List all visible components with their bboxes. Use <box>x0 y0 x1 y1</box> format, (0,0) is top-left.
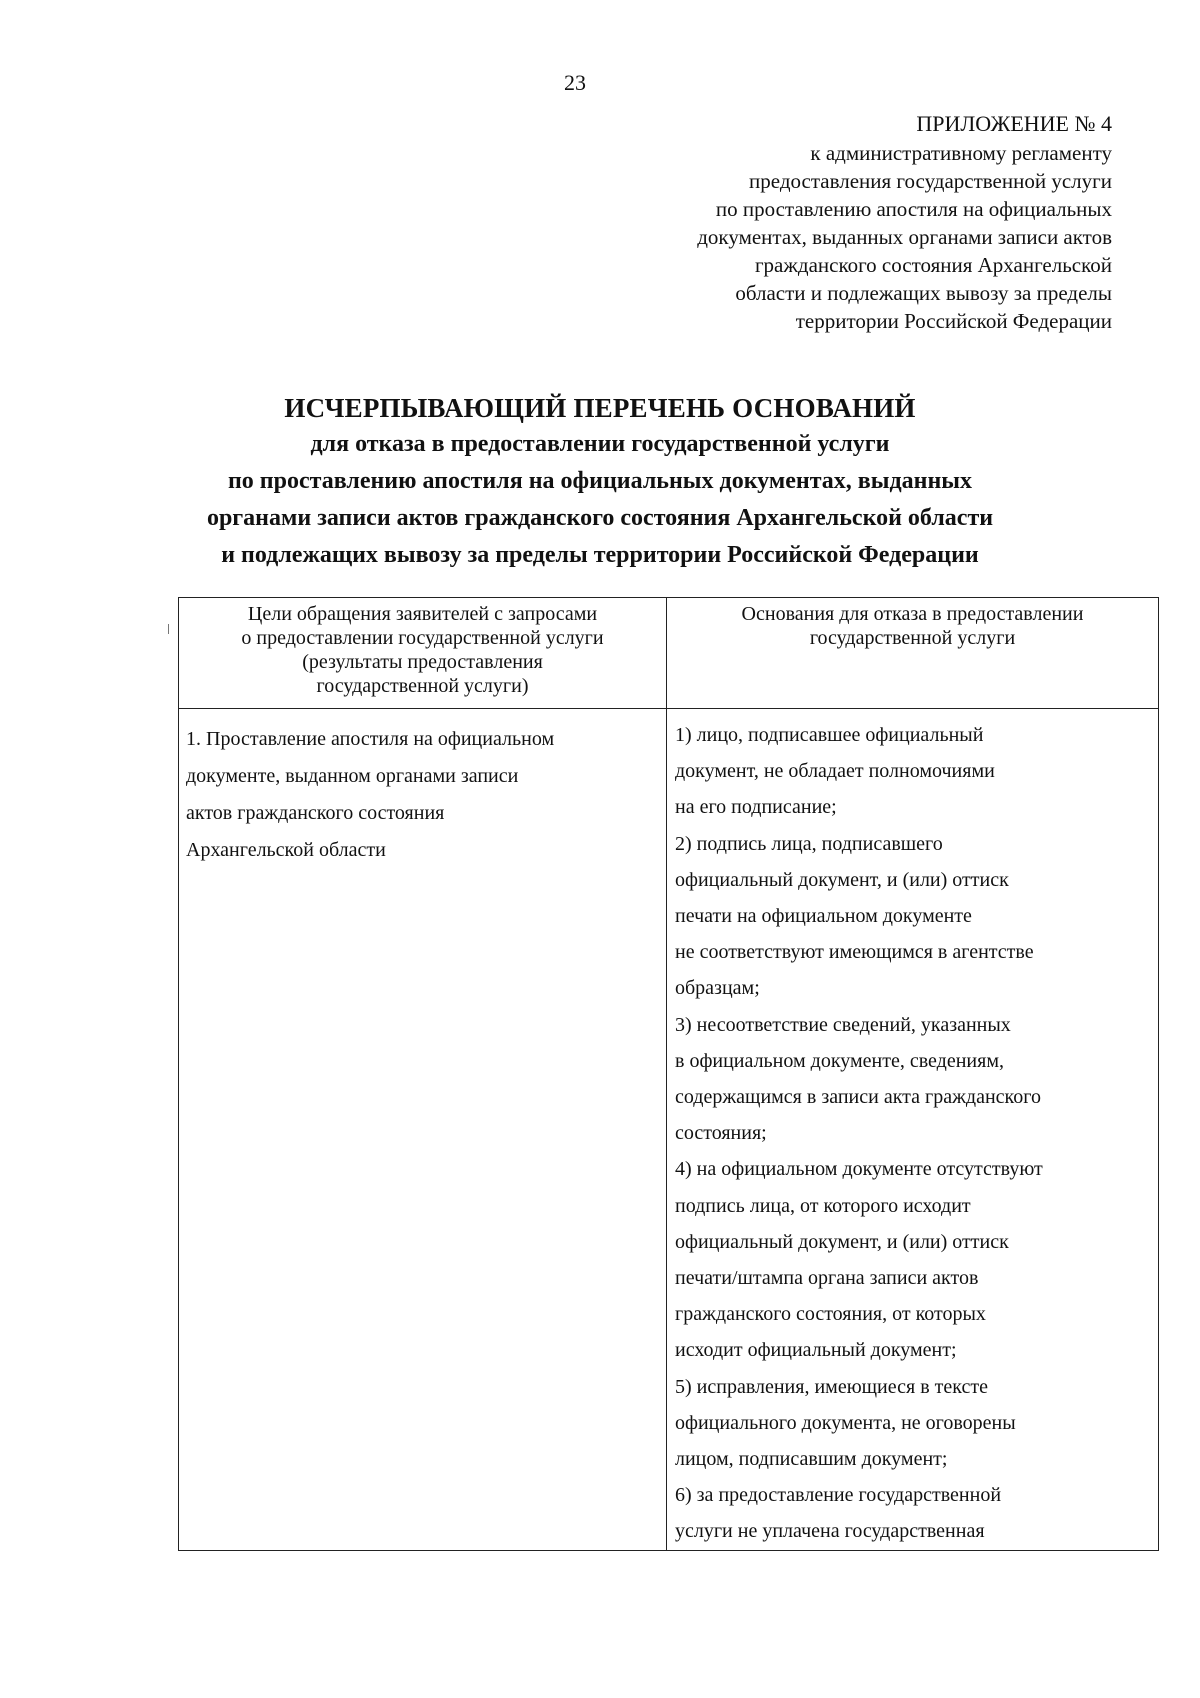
heading-title: ИСЧЕРПЫВАЮЩИЙ ПЕРЕЧЕНЬ ОСНОВАНИЙ <box>284 393 916 423</box>
ground-line: не соответствуют имеющимся в агентстве <box>675 941 1034 964</box>
appendix-title: ПРИЛОЖЕНИЕ № 4 <box>916 111 1112 136</box>
ground-line: на его подписание; <box>675 796 837 819</box>
grounds-table <box>178 597 1159 1551</box>
goal-line: документе, выданном органами записи <box>186 765 519 787</box>
scan-margin-mark <box>168 624 169 634</box>
appendix-line: области и подлежащих вывозу за пределы <box>735 281 1112 305</box>
ground-line: подпись лица, от которого исходит <box>675 1194 971 1217</box>
ground-line: услуги не уплачена государственная <box>675 1520 985 1543</box>
heading-line: для отказа в предоставлении государственной услуги <box>310 431 890 457</box>
appendix-line: территории Российской Федерации <box>795 309 1112 333</box>
ground-line: лицом, подписавшим документ; <box>675 1448 948 1471</box>
ground-line: 4) на официальном документе отсутствуют <box>675 1158 1043 1181</box>
header-line: о предоставлении государственной услуги <box>241 627 604 649</box>
appendix-block <box>697 110 1112 335</box>
ground-line: 6) за предоставление государственной <box>675 1484 1002 1507</box>
ground-line: в официальном документе, сведениям, <box>675 1049 1004 1072</box>
header-line: (результаты предоставления <box>302 651 543 673</box>
heading-line: и подлежащих вывозу за пределы территории Российской Федерации <box>221 542 979 568</box>
ground-line: 5) исправления, имеющиеся в тексте <box>675 1375 988 1398</box>
page-number: 23 <box>564 70 586 95</box>
appendix-line: к административному регламенту <box>810 141 1112 165</box>
appendix-line: документах, выданных органами записи актов <box>697 225 1112 249</box>
header-line: Основания для отказа в предоставлении <box>741 603 1084 625</box>
goal-column-header <box>179 598 667 709</box>
grounds-cell <box>667 709 1159 1551</box>
header-line: государственной услуги) <box>316 675 529 697</box>
heading-line: по проставлению апостиля на официальных документах, выданных <box>227 468 973 494</box>
ground-line: печати на официальном документе <box>675 905 972 928</box>
ground-line: официальный документ, и (или) оттиск <box>675 868 1009 891</box>
ground-line: образцам; <box>675 977 760 1000</box>
header-line: государственной услуги <box>809 627 1016 649</box>
table-row <box>179 709 1159 1551</box>
header-line: Цели обращения заявителей с запросами <box>247 603 598 625</box>
appendix-line: предоставления государственной услуги <box>749 169 1112 193</box>
ground-line: печати/штампа органа записи актов <box>675 1267 979 1290</box>
heading-line: органами записи актов гражданского состояния Архангельской области <box>206 505 994 531</box>
ground-line: исходит официальный документ; <box>675 1339 957 1362</box>
goal-cell <box>179 709 667 1551</box>
ground-line: гражданского состояния, от которых <box>675 1303 986 1326</box>
appendix-line: по проставлению апостиля на официальных <box>715 197 1112 221</box>
goal-line: актов гражданского состояния <box>186 802 445 824</box>
ground-line: содержащимся в записи акта гражданского <box>675 1086 1041 1109</box>
ground-line: состояния; <box>675 1122 767 1145</box>
ground-line: 2) подпись лица, подписавшего <box>675 832 943 855</box>
ground-line: 3) несоответствие сведений, указанных <box>675 1013 1011 1036</box>
ground-line: 1) лицо, подписавшее официальный <box>675 724 984 746</box>
ground-line: документ, не обладает полномочиями <box>675 760 995 783</box>
goal-line: Архангельской области <box>186 839 386 861</box>
ground-line: официального документа, не оговорены <box>675 1411 1016 1434</box>
appendix-line: гражданского состояния Архангельской <box>754 253 1112 277</box>
grounds-column-header <box>667 598 1159 709</box>
document-heading <box>120 390 1080 574</box>
table-header-row <box>179 598 1159 709</box>
ground-line: официальный документ, и (или) оттиск <box>675 1230 1009 1253</box>
goal-line: 1. Проставление апостиля на официальном <box>186 728 555 750</box>
